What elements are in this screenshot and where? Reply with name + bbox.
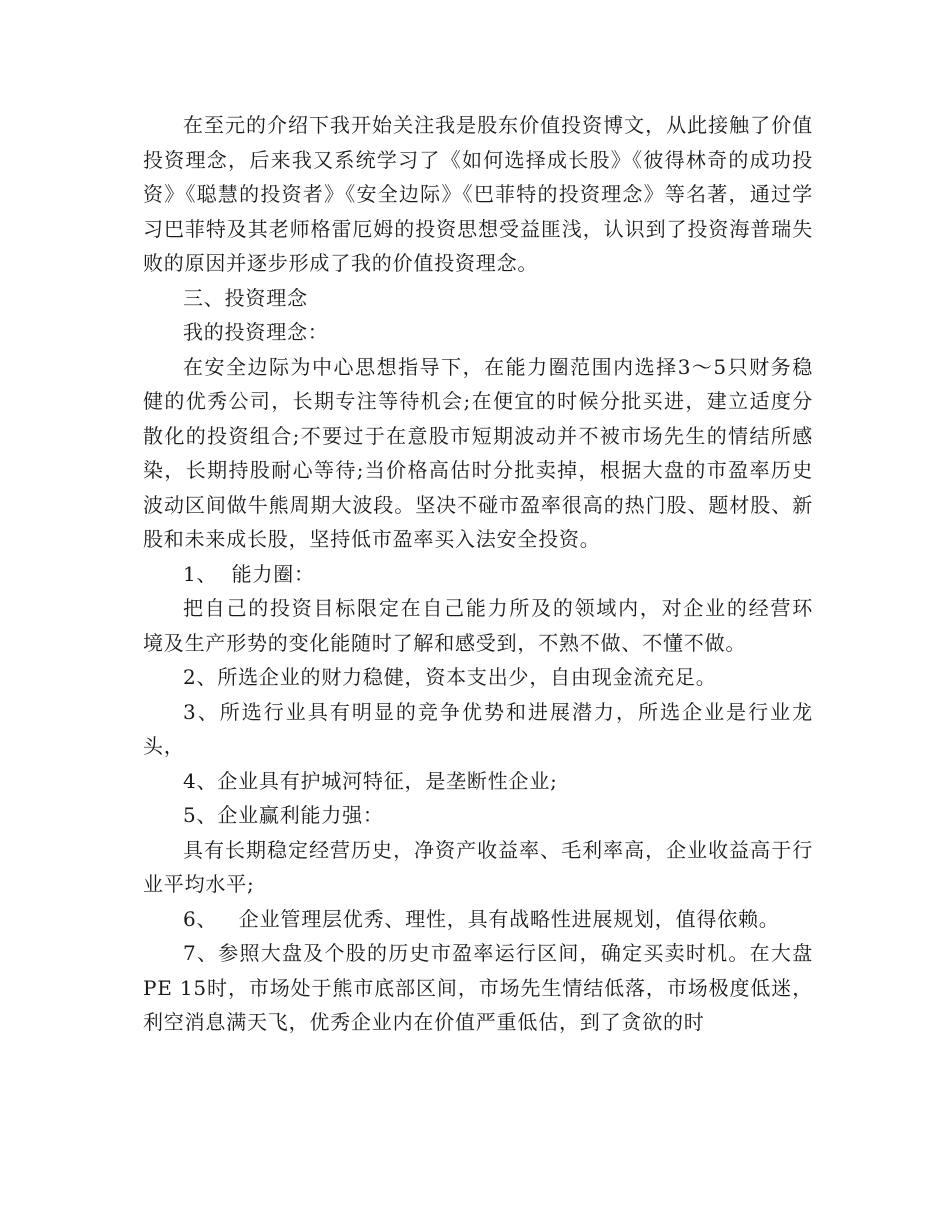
- paragraph-intro: 在至元的介绍下我开始关注我是股东价值投资博文，从此接触了价值投资理念，后来我又系统学习了《如何选择成长股》《彼得林奇的成功投资》《聪慧的投资者》《安全边际》《巴菲特的投资理念》等名著，通过学习巴菲特及其老师格雷厄姆的投资思想受益匪浅，认识到了投资海普瑞失败的原因并逐步形成了我的价值投资理念。: [143, 113, 813, 275]
- subheading-my-philosophy: 我的投资理念：: [183, 320, 329, 344]
- body-text: [143, 108, 828, 1040]
- list-item-6: 6、 企业管理层优秀、理性，具有战略性进展规划，值得依赖。: [183, 906, 780, 931]
- list-item-1-heading: 1、 能力圈：: [183, 561, 315, 586]
- section-heading-investment-philosophy: 三、投资理念: [183, 285, 308, 310]
- paragraph-philosophy-summary: 在安全边际为中心思想指导下，在能力圈范围内选择3～5只财务稳健的优秀公司，长期专注等待机会;在便宜的时候分批买进，建立适度分散化的投资组合;不要过于在意股市短期波动并不被市场先生的情结所感染，长期持股耐心等待;当价格高估时分批卖掉，根据大盘的市盈率历史波动区间做牛熊周期大波段。坚决不碰市盈率很高的热门股、题材股、新股和未来成长股，坚持低市盈率买入法安全投资。: [143, 354, 813, 551]
- list-item-4: 4、企业具有护城河特征，是垄断性企业;: [183, 768, 558, 793]
- list-item-5-heading: 5、企业赢利能力强：: [183, 803, 384, 827]
- list-item-2: 2、所选企业的财力稳健，资本支出少，自由现金流充足。: [183, 665, 717, 689]
- list-item-1-body: 把自己的投资目标限定在自己能力所及的领域内，对企业的经营环 境及生产形势的变化能随时了解和感受到，不熟不做、不懂不做。: [143, 596, 828, 655]
- list-item-7: 7、参照大盘及个股的历史市盈率运行区间，确定买卖时机。在大盘PE 15时，市场处于熊市底部区间，市场先生情结低落，市场极度低迷，利空消息满天飞，优秀企业内在价值严重低估，到了贪欲的时: [143, 941, 813, 1034]
- list-item-3: 3、所选行业具有明显的竞争优势和进展潜力，所选企业是行业龙头，: [143, 699, 813, 758]
- list-item-5-body: 具有长期稳定经营历史，净资产收益率、毛利率高，企业收益高于行业平均水平;: [143, 837, 813, 896]
